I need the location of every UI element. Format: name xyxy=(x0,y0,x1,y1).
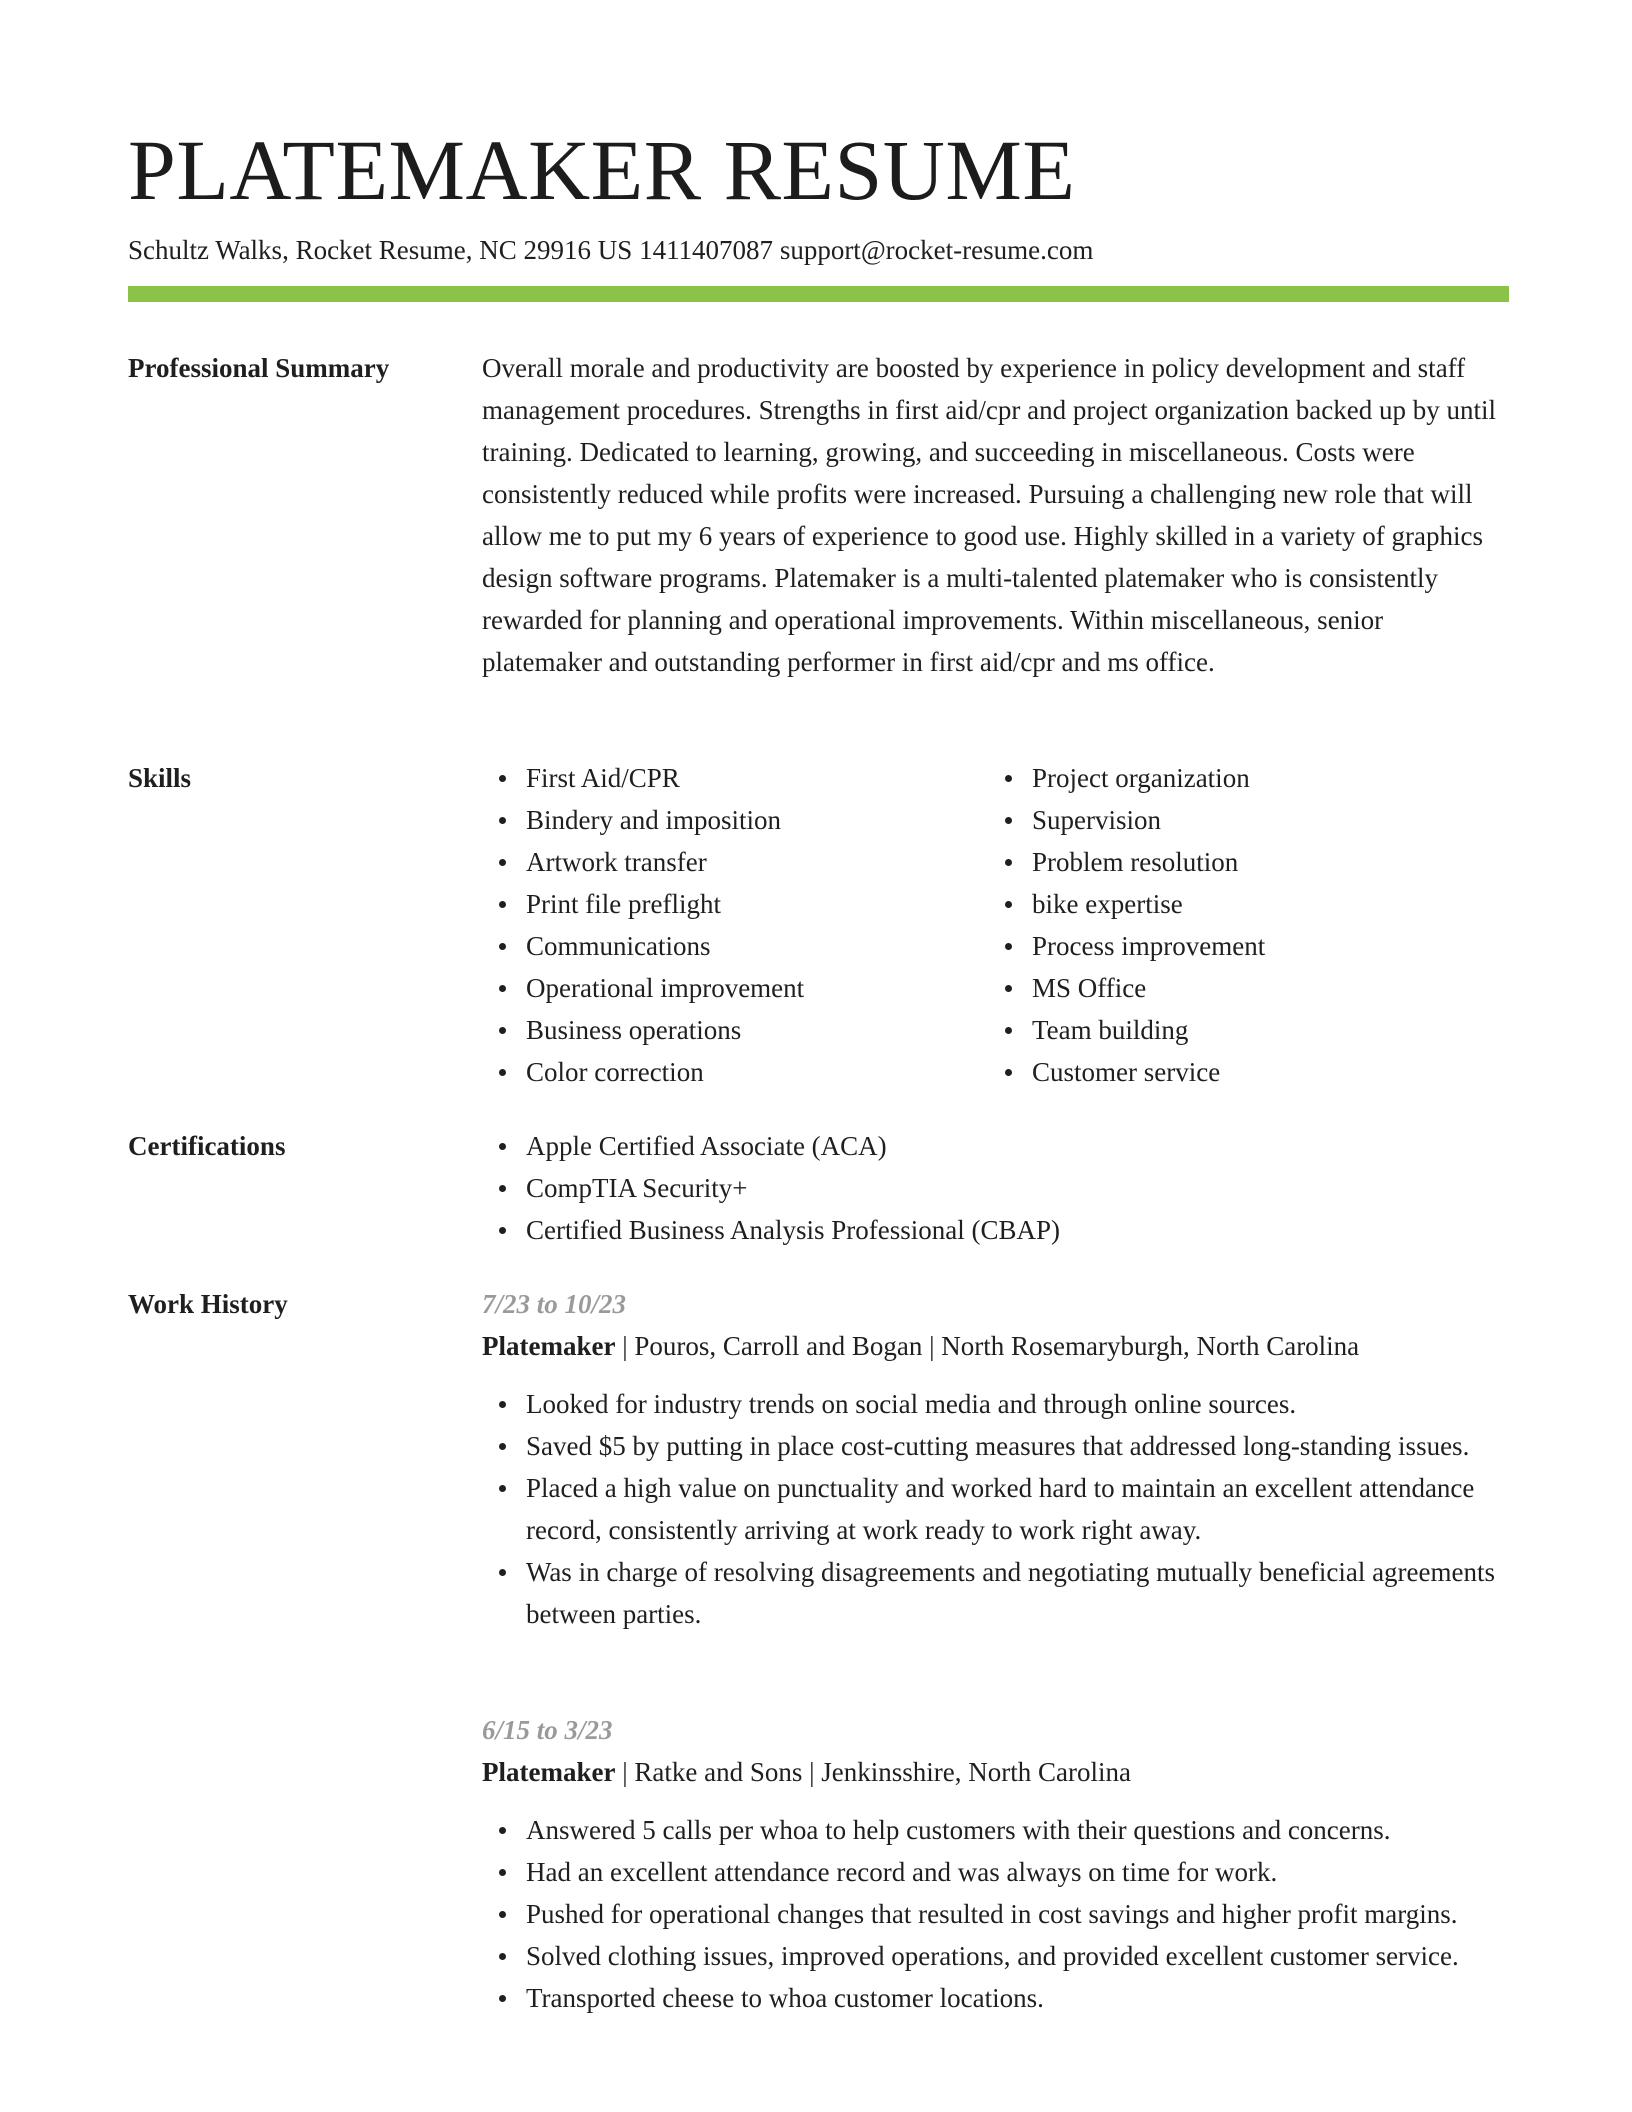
skills-list-right xyxy=(988,757,1494,1093)
job-heading xyxy=(482,1751,1509,1793)
skill-item: Team building xyxy=(1032,1009,1494,1051)
certifications-heading: Certifications xyxy=(128,1131,286,1161)
certifications-body xyxy=(482,1125,1509,1251)
job-duty: Saved $5 by putting in place cost-cutting measures that addressed long-standing issues. xyxy=(526,1425,1509,1467)
skill-item: First Aid/CPR xyxy=(526,757,988,799)
skill-item: Business operations xyxy=(526,1009,988,1051)
contact-email: support@rocket-resume.com xyxy=(779,235,1094,265)
job-duty: Had an excellent attendance record and was always on time for work. xyxy=(526,1851,1509,1893)
job-employer-location: | Pouros, Carroll and Bogan | North Rosemaryburgh, North Carolina xyxy=(615,1331,1360,1361)
job-duty: Transported cheese to whoa customer locations. xyxy=(526,1977,1509,2019)
job-entry xyxy=(482,1709,1509,2019)
certification-item: Apple Certified Associate (ACA) xyxy=(526,1125,1509,1167)
job-duties-list xyxy=(482,1809,1509,2019)
skill-item: Operational improvement xyxy=(526,967,988,1009)
skill-item: Bindery and imposition xyxy=(526,799,988,841)
certifications-list xyxy=(482,1125,1509,1251)
accent-divider xyxy=(128,286,1509,302)
job-duty: Placed a high value on punctuality and worked hard to maintain an excellent attendance record, consistently arriving at work ready to work right away. xyxy=(526,1467,1509,1551)
contact-address: Schultz Walks, Rocket Resume, NC 29916 US xyxy=(128,235,633,265)
skill-item: MS Office xyxy=(1032,967,1494,1009)
skill-item: Problem resolution xyxy=(1032,841,1494,883)
skill-item: Color correction xyxy=(526,1051,988,1093)
skills-body xyxy=(482,757,1509,1093)
job-duty: Pushed for operational changes that resulted in cost savings and higher profit margins. xyxy=(526,1893,1509,1935)
skill-item: bike expertise xyxy=(1032,883,1494,925)
job-employer-location: | Ratke and Sons | Jenkinsshire, North Carolina xyxy=(615,1757,1131,1787)
job-duty: Was in charge of resolving disagreements and negotiating mutually beneficial agreements between parties. xyxy=(526,1551,1509,1635)
skill-item: Customer service xyxy=(1032,1051,1494,1093)
skills-list-left xyxy=(482,757,988,1093)
skill-item: Print file preflight xyxy=(526,883,988,925)
summary-text: Overall morale and productivity are boosted by experience in policy development and staff management procedures. Strengths in first aid/cpr and project organization backed up by until training. Dedicated to learning, growing, and succeeding in miscellaneous. Costs were consistently reduced while profits were increased. Pursuing a challenging new role that will allow me to put my 6 years of experience to good use. Highly skilled in a variety of graphics design software programs. Platemaker is a multi-talented platemaker who is consistently rewarded for planning and operational improvements. Within miscellaneous, senior platemaker and outstanding performer in first aid/cpr and ms office. xyxy=(482,353,1496,677)
contact-phone: 1411407087 xyxy=(639,235,774,265)
job-title: Platemaker xyxy=(482,1331,616,1361)
job-title: Platemaker xyxy=(482,1757,616,1787)
job-heading xyxy=(482,1325,1509,1367)
resume-title: PLATEMAKER RESUME xyxy=(128,122,1076,218)
certification-item: CompTIA Security+ xyxy=(526,1167,1509,1209)
job-duties-list xyxy=(482,1383,1509,1635)
skill-item: Supervision xyxy=(1032,799,1494,841)
skill-item: Artwork transfer xyxy=(526,841,988,883)
job-entry xyxy=(482,1283,1509,1635)
job-dates: 6/15 to 3/23 xyxy=(482,1715,613,1745)
summary-heading: Professional Summary xyxy=(128,353,390,383)
skill-item: Communications xyxy=(526,925,988,967)
skill-item: Project organization xyxy=(1032,757,1494,799)
skill-item: Process improvement xyxy=(1032,925,1494,967)
job-duty: Solved clothing issues, improved operations, and provided excellent customer service. xyxy=(526,1935,1509,1977)
certification-item: Certified Business Analysis Professional (CBAP) xyxy=(526,1209,1509,1251)
contact-line xyxy=(128,230,1093,270)
skills-heading: Skills xyxy=(128,763,192,793)
job-duty: Answered 5 calls per whoa to help customers with their questions and concerns. xyxy=(526,1809,1509,1851)
summary-body xyxy=(482,347,1509,683)
job-dates: 7/23 to 10/23 xyxy=(482,1289,627,1319)
job-duty: Looked for industry trends on social media and through online sources. xyxy=(526,1383,1509,1425)
work-history-heading: Work History xyxy=(128,1289,288,1319)
